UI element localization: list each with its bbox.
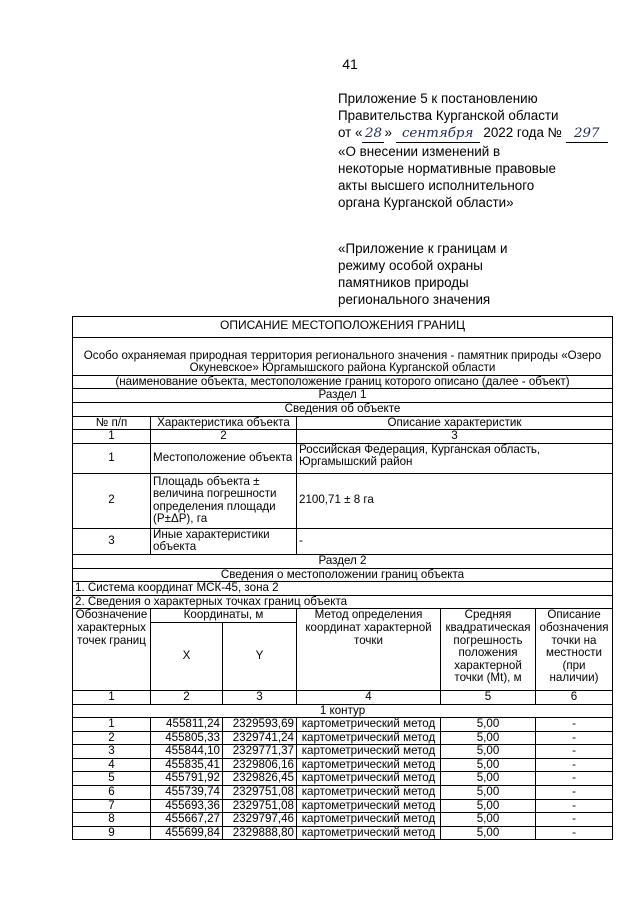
- point-method: картометрический метод: [297, 731, 441, 745]
- coordinate-system: 1. Система координат МСК-45, зона 2: [73, 582, 613, 596]
- t2-header-method: Метод определения координат характерной точки: [297, 609, 441, 691]
- row-number: 1: [73, 443, 151, 473]
- point-method: картометрический метод: [297, 799, 441, 813]
- point-y: 2329888,80: [223, 826, 297, 840]
- table-row: [73, 799, 613, 813]
- point-x: 455739,74: [151, 786, 223, 800]
- t2-col-number: 1: [73, 690, 151, 704]
- point-desc: -: [536, 813, 613, 827]
- section-1-label: Раздел 1: [73, 389, 613, 403]
- t2-header-designation: Обозначение характерных точек границ: [73, 609, 151, 691]
- row-number: 2: [73, 473, 151, 528]
- point-y: 2329751,08: [223, 799, 297, 813]
- characteristic-name: Площадь объекта ± величина погрешности определения площади (P±ΔP), га: [151, 473, 297, 528]
- point-method: картометрический метод: [297, 718, 441, 732]
- characteristic-value: -: [297, 528, 613, 554]
- point-y: 2329593,69: [223, 718, 297, 732]
- point-y: 2329751,08: [223, 786, 297, 800]
- point-number: 7: [73, 799, 151, 813]
- point-method: картометрический метод: [297, 745, 441, 759]
- t2-col-number: 3: [223, 690, 297, 704]
- point-x: 455805,33: [151, 731, 223, 745]
- point-error: 5,00: [441, 813, 536, 827]
- t2-header-coords: Координаты, м: [151, 609, 297, 623]
- t1-col-number: 3: [297, 430, 613, 444]
- point-y: 2329797,46: [223, 813, 297, 827]
- t1-header-characteristic: Характеристика объекта: [151, 416, 297, 430]
- annex-line: «Приложение к границам и: [338, 241, 508, 256]
- point-y: 2329806,16: [223, 758, 297, 772]
- characteristic-name: Местоположение объекта: [151, 443, 297, 473]
- point-number: 9: [73, 826, 151, 840]
- point-error: 5,00: [441, 745, 536, 759]
- table-row: [73, 745, 613, 759]
- t2-col-number: 4: [297, 690, 441, 704]
- t2-col-number: 2: [151, 690, 223, 704]
- characteristic-value: Российская Федерация, Курганская область, Юргамышский район: [297, 443, 613, 473]
- point-method: картометрический метод: [297, 772, 441, 786]
- point-number: 5: [73, 772, 151, 786]
- handwritten-number: 297: [566, 125, 608, 143]
- t1-header-description: Описание характеристик: [297, 416, 613, 430]
- boundary-description-table: [72, 316, 613, 840]
- point-number: 3: [73, 745, 151, 759]
- table-row: [73, 528, 613, 554]
- table-row: [73, 758, 613, 772]
- header-line: акты высшего исполнительного: [338, 178, 535, 193]
- point-y: 2329826,45: [223, 772, 297, 786]
- point-number: 4: [73, 758, 151, 772]
- object-name: Особо охраняемая природная территория регионального значения - памятник природы «Озеро Окуневское» Юргамышского района Курганской области: [73, 337, 613, 375]
- point-x: 455835,41: [151, 758, 223, 772]
- point-error: 5,00: [441, 772, 536, 786]
- t2-header-error: Средняя квадратическая погрешность положения характерной точки (Mt), м: [441, 609, 536, 691]
- t1-col-number: 1: [73, 430, 151, 444]
- point-desc: -: [536, 826, 613, 840]
- table-row: [73, 718, 613, 732]
- table-row: [73, 826, 613, 840]
- section-2-label: Раздел 2: [73, 554, 613, 568]
- point-desc: -: [536, 799, 613, 813]
- t2-header-desc: Описание обозначения точки на местности (при наличии): [536, 609, 613, 691]
- point-desc: -: [536, 772, 613, 786]
- annex-line: режиму особой охраны: [338, 258, 483, 273]
- header-line: органа Курганской области»: [338, 195, 514, 210]
- t2-col-number: 6: [536, 690, 613, 704]
- point-error: 5,00: [441, 718, 536, 732]
- doc-title: ОПИСАНИЕ МЕСТОПОЛОЖЕНИЯ ГРАНИЦ: [73, 317, 613, 338]
- contour-label: 1 контур: [73, 704, 613, 718]
- page-number: 41: [342, 56, 358, 72]
- table-row: [73, 772, 613, 786]
- point-x: 455811,24: [151, 718, 223, 732]
- annex-line: памятников природы: [338, 275, 469, 290]
- year-text: 2022 года №: [483, 125, 562, 140]
- table-row: [73, 813, 613, 827]
- t2-header-x: X: [151, 622, 223, 690]
- point-x: 455699,84: [151, 826, 223, 840]
- points-caption: 2. Сведения о характерных точках границ объекта: [73, 595, 613, 609]
- point-error: 5,00: [441, 758, 536, 772]
- point-number: 8: [73, 813, 151, 827]
- point-desc: -: [536, 786, 613, 800]
- point-method: картометрический метод: [297, 758, 441, 772]
- handwritten-month: сентября: [396, 125, 480, 143]
- point-error: 5,00: [441, 799, 536, 813]
- section-2-title: Сведения о местоположении границ объекта: [73, 568, 613, 582]
- table-row: [73, 731, 613, 745]
- annex-header: [338, 240, 628, 308]
- point-error: 5,00: [441, 786, 536, 800]
- characteristic-name: Иные характеристики объекта: [151, 528, 297, 554]
- point-desc: -: [536, 745, 613, 759]
- section-1-title: Сведения об объекте: [73, 402, 613, 416]
- t1-col-number: 2: [151, 430, 297, 444]
- point-desc: -: [536, 731, 613, 745]
- point-method: картометрический метод: [297, 826, 441, 840]
- point-y: 2329741,24: [223, 731, 297, 745]
- table-row: [73, 786, 613, 800]
- appendix-header: [338, 90, 628, 211]
- point-x: 455844,10: [151, 745, 223, 759]
- point-x: 455693,36: [151, 799, 223, 813]
- point-number: 1: [73, 718, 151, 732]
- t2-col-number: 5: [441, 690, 536, 704]
- table-row: [73, 443, 613, 473]
- table-row: [73, 473, 613, 528]
- point-x: 455791,92: [151, 772, 223, 786]
- row-number: 3: [73, 528, 151, 554]
- header-line: «О внесении изменений в: [338, 144, 501, 159]
- header-line: Приложение 5 к постановлению: [338, 91, 538, 106]
- handwritten-day: 28: [362, 125, 384, 143]
- characteristic-value: 2100,71 ± 8 га: [297, 473, 613, 528]
- date-prefix: от «: [338, 125, 363, 140]
- t1-header-number: № п/п: [73, 416, 151, 430]
- date-close: »: [384, 125, 392, 140]
- point-method: картометрический метод: [297, 813, 441, 827]
- point-error: 5,00: [441, 826, 536, 840]
- point-error: 5,00: [441, 731, 536, 745]
- point-method: картометрический метод: [297, 786, 441, 800]
- point-number: 2: [73, 731, 151, 745]
- point-desc: -: [536, 718, 613, 732]
- point-number: 6: [73, 786, 151, 800]
- point-y: 2329771,37: [223, 745, 297, 759]
- header-line: Правительства Курганской области: [338, 108, 559, 123]
- t2-header-y: Y: [223, 622, 297, 690]
- point-desc: -: [536, 758, 613, 772]
- annex-line: регионального значения: [338, 292, 491, 307]
- object-caption: (наименование объекта, местоположение границ которого описано (далее - объект): [73, 375, 613, 389]
- point-x: 455667,27: [151, 813, 223, 827]
- header-line: некоторые нормативные правовые: [338, 161, 556, 176]
- header-date-line: [338, 124, 628, 143]
